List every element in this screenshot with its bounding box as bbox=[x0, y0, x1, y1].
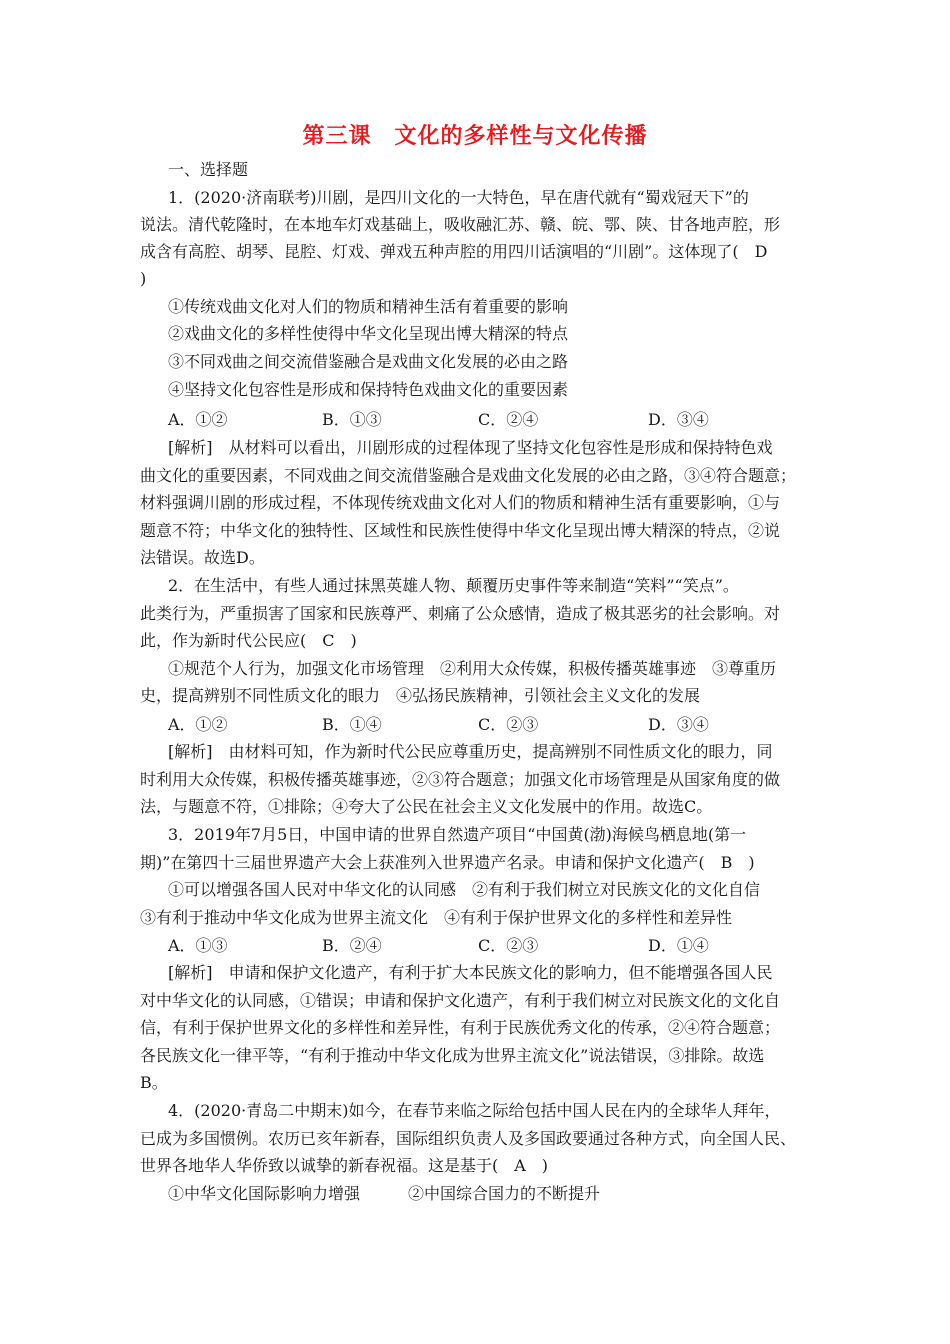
page-title: 第三课 文化的多样性与文化传播 bbox=[302, 124, 648, 149]
text-line: ②戏曲文化的多样性使得中华文化呈现出博大精深的特点 bbox=[168, 324, 569, 343]
text-line: ①可以增强各国人民对中华文化的认同感 ②有利于我们树立对民族文化的文化自信 bbox=[168, 880, 761, 899]
text-line: 2．在生活中，有些人通过抹黑英雄人物、颠覆历史事件等来制造“笑料”“笑点”。 bbox=[168, 576, 739, 595]
text-line: 1．(2020·济南联考)川剧，是四川文化的一大特色，早在唐代就有“蜀戏冠天下”的 bbox=[168, 188, 749, 207]
text-line: ①中华文化国际影响力增强 ②中国综合国力的不断提升 bbox=[168, 1184, 601, 1203]
text-line: B。 bbox=[140, 1073, 168, 1092]
text-line: 时利用大众传媒，积极传播英雄事迹，②③符合题意；加强文化市场管理是从国家角度的做 bbox=[140, 770, 781, 789]
text-line: 曲文化的重要因素，不同戏曲之间交流借鉴融合是戏曲文化发展的必由之路，③④符合题意； bbox=[140, 466, 797, 485]
answer-option: C．②③ bbox=[478, 715, 539, 734]
text-line: 对中华文化的认同感，①错误；申请和保护文化遗产，有利于我们树立对民族文化的文化自 bbox=[140, 991, 781, 1010]
text-line: ③不同戏曲之间交流借鉴融合是戏曲文化发展的必由之路 bbox=[168, 352, 569, 371]
text-line: 3．2019年7月5日，中国申请的世界自然遗产项目“中国黄(渤)海候鸟栖息地(第一 bbox=[168, 825, 747, 844]
text-line: 各民族文化一律平等，“有利于推动中华文化成为世界主流文化”说法错误，③排除。故选 bbox=[140, 1046, 765, 1065]
text-line: 此，作为新时代公民应( C ) bbox=[140, 631, 357, 650]
text-line: 世界各地华人华侨致以诚挚的新春祝福。这是基于( A ) bbox=[140, 1156, 549, 1175]
answer-option: C．②③ bbox=[478, 936, 539, 955]
answer-option: D．①④ bbox=[648, 936, 709, 955]
text-line: ①传统戏曲文化对人们的物质和精神生活有着重要的影响 bbox=[168, 297, 569, 316]
text-line: 题意不符；中华文化的独特性、区域性和民族性使得中华文化呈现出博大精深的特点，②说 bbox=[140, 521, 781, 540]
text-line: 说法。清代乾隆时，在本地车灯戏基础上，吸收融汇苏、赣、皖、鄂、陕、甘各地声腔，形 bbox=[140, 215, 781, 234]
text-line: 此类行为，严重损害了国家和民族尊严、刺痛了公众感情，造成了极其恶劣的社会影响。对 bbox=[140, 604, 781, 623]
text-line: [解析] 由材料可知，作为新时代公民应尊重历史，提高辨别不同性质文化的眼力，同 bbox=[168, 742, 773, 761]
text-line: [解析] 申请和保护文化遗产，有利于扩大本民族文化的影响力，但不能增强各国人民 bbox=[168, 963, 773, 982]
text-line: ①规范个人行为，加强文化市场管理 ②利用大众传媒，积极传播英雄事迹 ③尊重历 bbox=[168, 659, 777, 678]
text-line: [解析] 从材料可以看出，川剧形成的过程体现了坚持文化包容性是形成和保持特色戏 bbox=[168, 438, 773, 457]
text-line: 史，提高辨别不同性质文化的眼力 ④弘扬民族精神，引领社会主义文化的发展 bbox=[140, 686, 701, 705]
text-line: 4．(2020·青岛二中期末)如今，在春节来临之际给包括中国人民在内的全球华人拜年， bbox=[168, 1101, 781, 1120]
text-line: 材料强调川剧的形成过程，不体现传统戏曲文化对人们的物质和精神生活有重要影响，①与 bbox=[140, 493, 781, 512]
answer-option: C．②④ bbox=[478, 410, 539, 429]
text-line: ③有利于推动中华文化成为世界主流文化 ④有利于保护世界文化的多样性和差异性 bbox=[140, 908, 733, 927]
answer-option: A．①② bbox=[168, 410, 228, 429]
answer-option: D．③④ bbox=[648, 410, 709, 429]
text-line: 一、选择题 bbox=[168, 160, 249, 179]
answer-option: B．②④ bbox=[322, 936, 382, 955]
answer-option: A．①② bbox=[168, 715, 228, 734]
text-line: 期)”在第四十三届世界遗产大会上获准列入世界遗产名录。申请和保护文化遗产( B ) bbox=[140, 853, 755, 872]
text-line: 成含有高腔、胡琴、昆腔、灯戏、弹戏五种声腔的用四川话演唱的“川剧”。这体现了( D bbox=[140, 242, 768, 261]
text-line: 信，有利于保护世界文化的多样性和差异性，有利于民族优秀文化的传承，②④符合题意； bbox=[140, 1018, 781, 1037]
text-line: 法错误。故选D。 bbox=[140, 548, 265, 567]
text-line: 法，与题意不符，①排除；④夸大了公民在社会主义文化发展中的作用。故选C。 bbox=[140, 797, 713, 816]
answer-option: A．①③ bbox=[168, 936, 228, 955]
answer-option: D．③④ bbox=[648, 715, 709, 734]
answer-option: B．①④ bbox=[322, 715, 382, 734]
text-line: 已成为多国惯例。农历已亥年新春，国际组织负责人及多国政要通过各种方式，向全国人民、 bbox=[140, 1129, 797, 1148]
answer-option: B．①③ bbox=[322, 410, 382, 429]
text-line: ) bbox=[140, 269, 147, 288]
text-line: ④坚持文化包容性是形成和保持特色戏曲文化的重要因素 bbox=[168, 380, 569, 399]
